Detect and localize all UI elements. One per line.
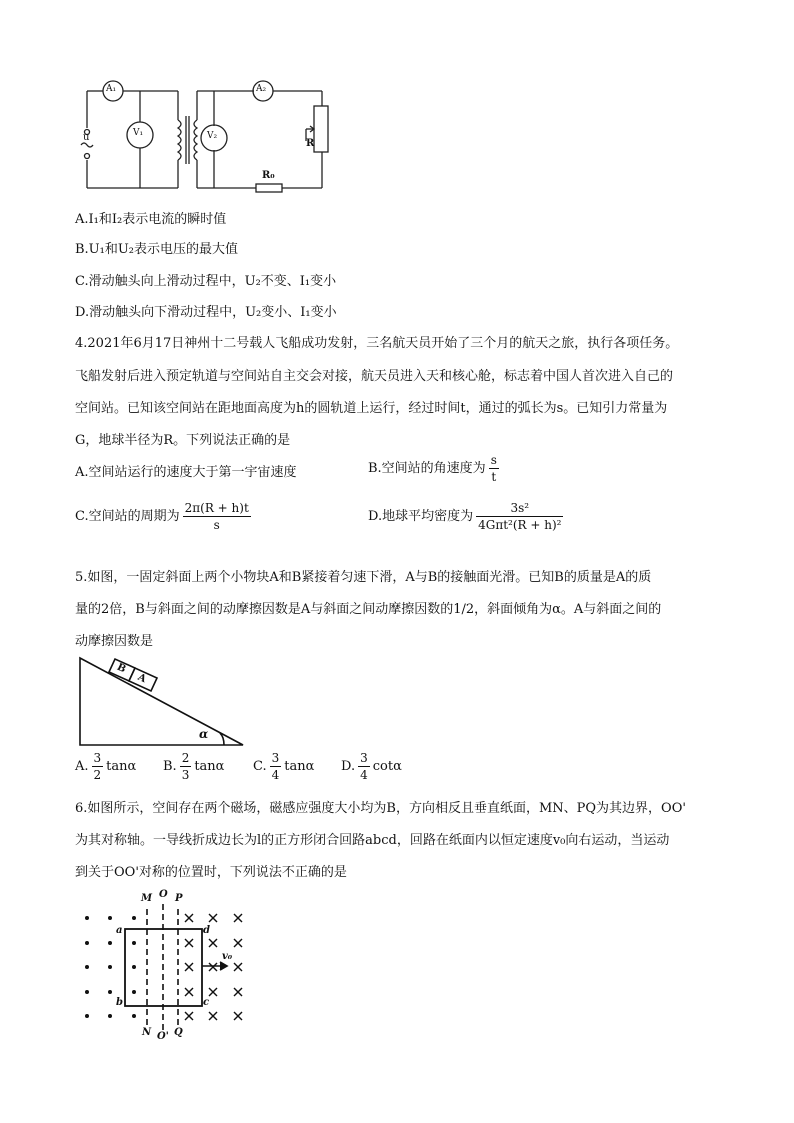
block-a-label: A: [136, 671, 148, 686]
field-in-cross: [234, 939, 242, 947]
q4-stem-line-4: G，地球半径为R。下列说法正确的是: [75, 433, 291, 448]
corner-b-label: b: [116, 997, 123, 1008]
ammeter-a1-label: A₁: [106, 84, 117, 94]
voltmeter-v2-label: V₂: [207, 131, 218, 141]
ammeter-a2-label: A₂: [256, 84, 267, 94]
fraction-denominator: 2: [93, 768, 102, 782]
q3-option-c: C.滑动触头向上滑动过程中，U₂不变、I₁变小: [75, 274, 337, 289]
fraction-numerator: 3s²: [476, 500, 563, 517]
option-function: cotα: [372, 759, 402, 774]
resistor-r-label: R: [306, 138, 315, 149]
q6-stem-line-1: 6.如图所示，空间存在两个磁场，磁感应强度大小均为B，方向相反且垂直纸面，MN、PQ为其边界，OO': [75, 801, 686, 816]
velocity-v0-label: v₀: [222, 951, 233, 962]
fraction-denominator: s: [213, 518, 220, 532]
field-in-cross: [234, 1012, 242, 1020]
q6-stem-line-2: 为其对称轴。一导线折成边长为l的正方形闭合回路abcd，回路在纸面内以恒定速度v₀向右运动，当运动: [75, 833, 670, 848]
voltmeter-v1-label: V₁: [133, 128, 144, 138]
q4-stem-line-3: 空间站。已知该空间站在距地面高度为h的圆轨道上运行，经过时间t，通过的弧长为s。已知引力常量为: [75, 401, 668, 416]
axis-o-prime-label: O': [157, 1031, 169, 1042]
q5-stem-line-1: 5.如图，一固定斜面上两个小物块A和B紧接着匀速下滑，A与B的接触面光滑。已知B的质量是A的质: [75, 570, 652, 585]
field-out-dot: [132, 1014, 136, 1018]
boundary-p-label: P: [175, 893, 183, 904]
q4-stem-line-2: 飞船发射后进入预定轨道与空间站自主交会对接，航天员进入天和核心舱，标志着中国人首次进入自己的: [75, 369, 674, 384]
fraction-numerator: 3: [360, 751, 368, 765]
boundary-n-label: N: [142, 1027, 152, 1038]
field-in-cross: [234, 988, 242, 996]
resistor-r0-label: R₀: [262, 170, 275, 181]
field-in-cross: [209, 1012, 217, 1020]
q4-option-d-text: D.地球平均密度为: [368, 509, 474, 524]
boundary-m-label: M: [141, 893, 153, 904]
q4-option-b-text: B.空间站的角速度为: [368, 461, 486, 476]
fraction-denominator: t: [491, 470, 497, 484]
fraction-denominator: 3: [181, 768, 190, 782]
field-out-dot: [132, 990, 136, 994]
field-in-cross: [209, 914, 217, 922]
block-b-label: B: [115, 661, 128, 676]
q5-stem-line-3: 动摩擦因数是: [75, 634, 154, 649]
option-prefix: A.: [75, 759, 89, 774]
q4-stem-line-1: 4.2021年6月17日神州十二号载人飞船成功发射，三名航天员开始了三个月的航天之旅，执行各项任务。: [75, 336, 679, 351]
field-in-cross: [209, 988, 217, 996]
option-prefix: C.: [253, 759, 267, 774]
field-out-dot: [132, 965, 136, 969]
fraction-denominator: 4: [360, 768, 368, 782]
boundary-q-label: Q: [174, 1027, 183, 1038]
option-function: tanα: [194, 759, 225, 774]
corner-c-label: c: [203, 997, 210, 1008]
q3-option-d: D.滑动触头向下滑动过程中，U₂变小、I₁变小: [75, 305, 337, 320]
field-out-dot: [108, 990, 112, 994]
q5-stem-line-2: 量的2倍，B与斜面之间的动摩擦因数是A与斜面之间动摩擦因数的1/2，斜面倾角为α。A与斜面之间的: [75, 602, 662, 617]
field-out-dot: [108, 916, 112, 920]
fraction-numerator: 3: [271, 751, 280, 765]
field-in-cross: [185, 988, 193, 996]
q3-option-a: A.I₁和I₂表示电流的瞬时值: [75, 212, 227, 227]
angle-alpha-label: α: [199, 727, 209, 741]
field-in-cross: [185, 1012, 193, 1020]
field-in-cross: [209, 939, 217, 947]
q4-option-c-text: C.空间站的周期为: [75, 509, 180, 524]
source-u-label: u: [83, 132, 90, 143]
fraction-numerator: s: [490, 453, 497, 467]
fraction-numerator: 3: [93, 751, 102, 765]
field-in-cross: [234, 963, 242, 971]
field-in-cross: [185, 963, 193, 971]
q3-option-b: B.U₁和U₂表示电压的最大值: [75, 242, 239, 257]
option-prefix: B.: [163, 759, 177, 774]
field-out-dot: [85, 965, 89, 969]
option-prefix: D.: [341, 759, 356, 774]
q6-stem-line-3: 到关于OO'对称的位置时，下列说法不正确的是: [75, 865, 347, 880]
corner-d-label: d: [203, 925, 210, 936]
field-out-dot: [132, 916, 136, 920]
option-function: tanα: [106, 759, 137, 774]
field-out-dot: [85, 1014, 89, 1018]
field-in-cross: [185, 914, 193, 922]
field-out-dot: [132, 941, 136, 945]
fraction-numerator: 2π(R + h)t: [184, 501, 249, 515]
option-function: tanα: [284, 759, 315, 774]
field-in-cross: [234, 914, 242, 922]
field-out-dot: [108, 1014, 112, 1018]
field-out-dot: [85, 916, 89, 920]
fraction-denominator: 4: [271, 768, 280, 782]
corner-a-label: a: [116, 925, 123, 936]
field-in-cross: [209, 963, 217, 971]
field-out-dot: [108, 941, 112, 945]
fraction-numerator: 2: [181, 751, 190, 765]
field-out-dot: [85, 990, 89, 994]
axis-o-label: O: [159, 889, 168, 900]
field-out-dot: [85, 941, 89, 945]
field-out-dot: [108, 965, 112, 969]
field-in-cross: [185, 939, 193, 947]
q4-option-a: A.空间站运行的速度大于第一宇宙速度: [75, 465, 297, 480]
fraction-denominator: 4Gπt²(R + h)²: [478, 518, 562, 532]
